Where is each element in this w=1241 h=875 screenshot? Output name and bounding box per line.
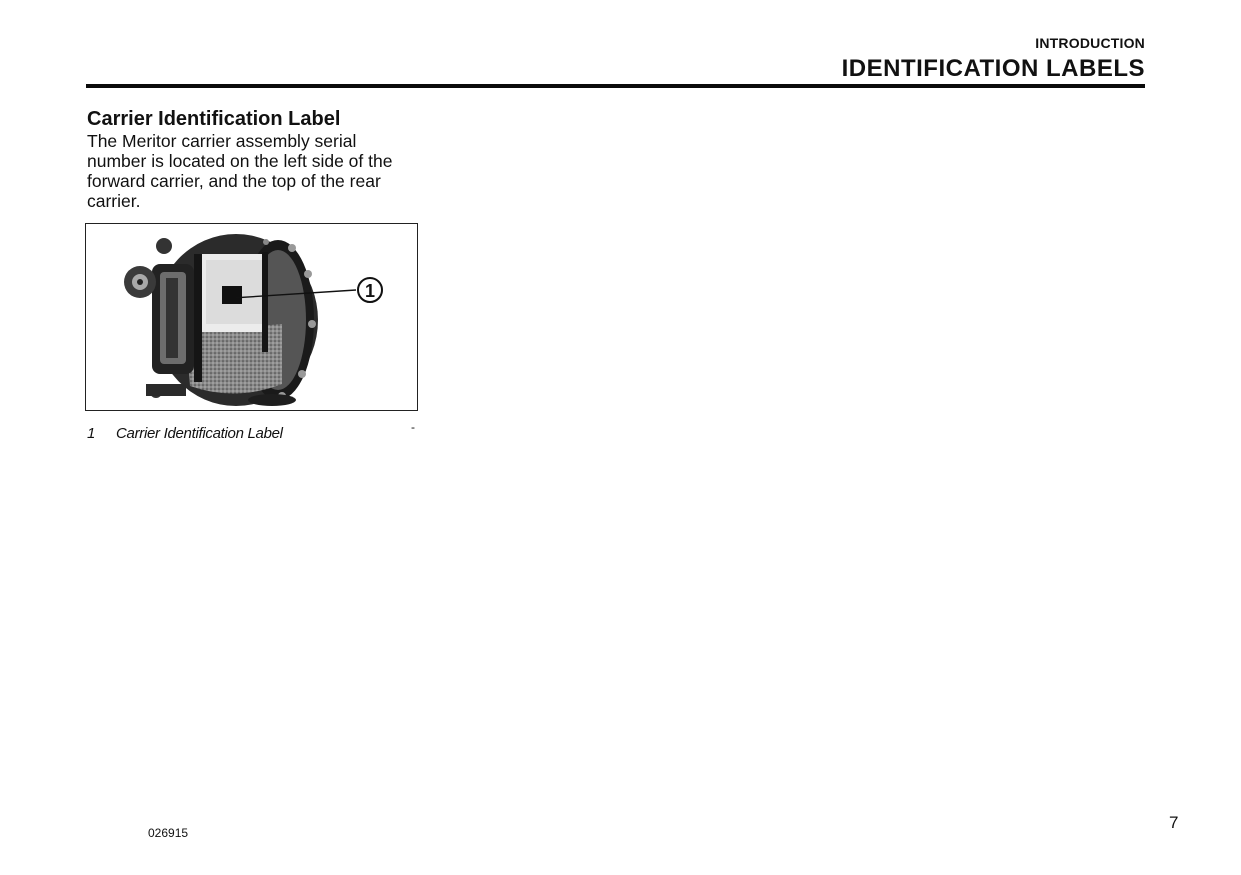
carrier-illustration <box>86 224 417 410</box>
caption-text: Carrier Identification Label <box>116 425 283 442</box>
document-number: 026915 <box>148 826 189 840</box>
figure-frame <box>85 223 418 411</box>
caption-number: 1 <box>87 425 96 442</box>
content-column <box>87 107 422 211</box>
figure-caption <box>87 425 283 442</box>
section-heading: Carrier Identification Label <box>87 108 341 130</box>
page-number: 7 <box>1169 813 1179 832</box>
page-title: IDENTIFICATION LABELS <box>841 55 1145 82</box>
section-body: The Meritor carrier assembly serial number is located on the left side of the forward carrier, and the top of the rear carrier. <box>87 131 393 211</box>
figure-tick-mark: - <box>411 420 415 434</box>
header-section-name: INTRODUCTION <box>1035 35 1145 51</box>
figure-callout-number: 1 <box>364 281 376 301</box>
header-rule <box>86 84 1145 88</box>
